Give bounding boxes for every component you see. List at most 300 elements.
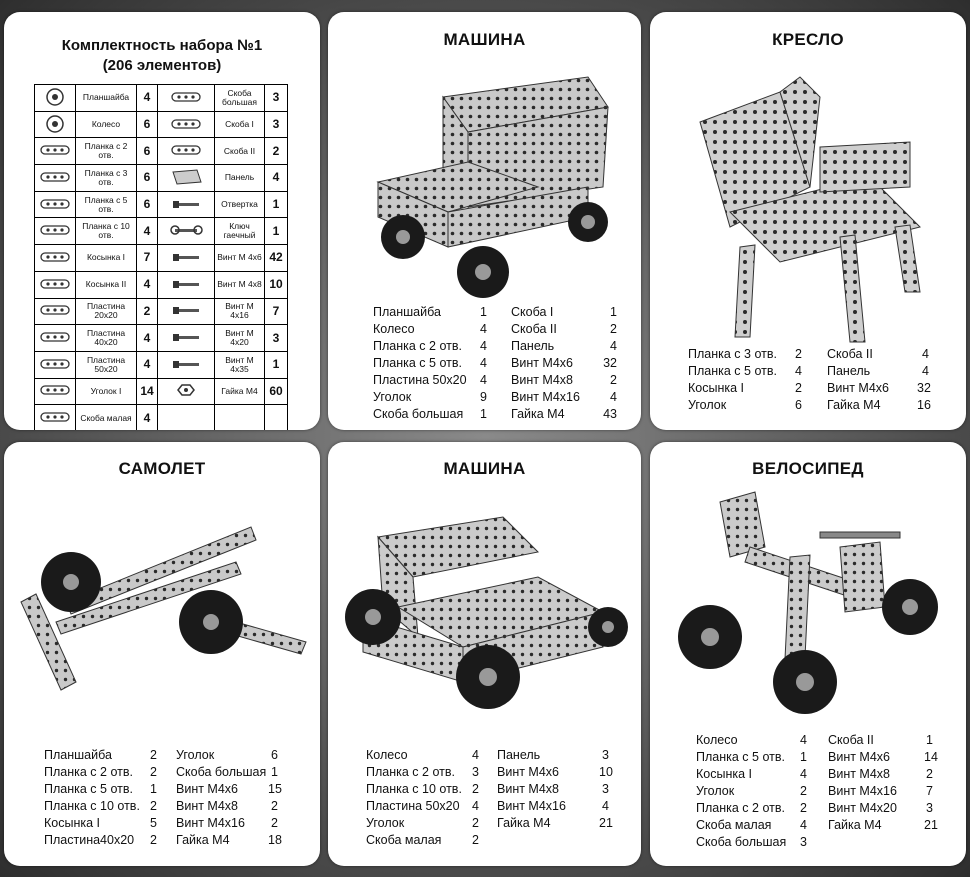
part-name: Планшайба [44,748,112,762]
part-qty: 1 [265,351,288,378]
part-row [44,764,156,781]
part-name: Уголок [366,816,405,830]
part-name: Колесо [366,748,408,762]
part-name: Панель [827,364,871,378]
part-qty: 4 [800,767,807,781]
part-name: Скоба II [215,138,265,165]
part-name: Скоба I [215,111,265,138]
part-name: Скоба большая [373,407,464,421]
part-qty: 21 [599,816,613,830]
part-name: Уголок [688,398,727,412]
part-qty: 1 [926,733,933,747]
car-model-picture [338,497,633,712]
part-name: Косынка I [688,381,745,395]
part-row [176,832,282,849]
part-name: Скоба малая [76,405,137,430]
part-name: Винт М4х8 [828,767,890,781]
part-row [44,798,156,815]
part-qty: 6 [137,138,158,165]
part-icon-cell [158,378,215,405]
part-name: Винт М4х8 [511,373,573,387]
parts-list-col2 [828,732,938,834]
part-row [366,815,478,832]
part-qty: 2 [150,799,157,813]
part-qty: 1 [271,765,278,779]
panel-icon [169,178,203,188]
part-name: Винт М 4х20 [215,325,265,352]
part-qty: 3 [926,801,933,815]
part-name: Уголок [176,748,215,762]
part-row [366,832,478,849]
part-qty: 2 [926,767,933,781]
part-row [497,747,609,764]
part-icon-cell [158,165,215,192]
inventory-title-line1: Комплектность набора №1 [61,37,263,54]
inventory-row [35,351,288,378]
part-row [373,304,487,321]
part-icon-cell [35,298,76,325]
part-row [497,815,613,832]
inventory-card [4,12,320,430]
part-icon-cell [35,378,76,405]
part-name: Ключ гаечный [215,218,265,245]
part-qty: 2 [271,816,278,830]
plate-disc-icon [38,98,72,108]
parts-list-col1 [366,747,478,849]
part-name: Панель [497,748,541,762]
part-qty: 3 [265,111,288,138]
part-qty: 1 [800,750,807,764]
part-name: Винт М4х6 [497,765,559,779]
part-row [497,798,609,815]
part-name: Скоба I [511,305,554,319]
part-qty: 2 [150,765,157,779]
large-bracket-icon [169,98,203,108]
part-qty: 2 [271,799,278,813]
part-row [688,380,802,397]
small-bracket-icon [38,418,72,428]
part-row [696,766,806,783]
part-qty: 3 [602,782,609,796]
plate-50x20-icon [38,365,72,375]
wrench-icon [169,231,203,241]
part-name: Гайка М4 [497,816,551,830]
part-row [373,355,487,372]
part-name: Уголок [696,784,735,798]
part-name: Планка с 3 отв. [76,165,137,192]
plane-model-picture [16,522,316,692]
card-title: МАШИНА [443,459,526,478]
part-qty: 15 [268,782,282,796]
part-name: Планшайба [76,85,137,112]
part-name: Винт М4х20 [828,801,897,815]
part-row [696,732,806,749]
part-row [696,834,806,851]
part-qty: 4 [265,165,288,192]
part-icon-cell [158,298,215,325]
part-icon-cell [35,245,76,272]
part-row [688,397,802,414]
part-qty: 4 [137,351,158,378]
part-qty: 3 [265,325,288,352]
part-qty: 4 [922,347,929,361]
part-qty: 10 [265,271,288,298]
part-qty: 7 [926,784,933,798]
part-icon-cell [35,191,76,218]
strip-2-hole-icon [38,151,72,161]
part-qty: 3 [602,748,609,762]
part-name: Планка с 2 отв. [366,765,455,779]
part-qty [265,405,288,430]
part-row [373,321,487,338]
part-name: Планка с 2 отв. [76,138,137,165]
screwdriver-icon [169,205,203,215]
part-row [511,321,617,338]
part-icon-cell [35,85,76,112]
part-name: Винт М4х16 [497,799,566,813]
part-qty: 60 [265,378,288,405]
inventory-row [35,325,288,352]
part-icon-cell [35,325,76,352]
part-name: Колесо [76,111,137,138]
part-icon-cell [35,165,76,192]
part-qty: 1 [265,191,288,218]
part-icon-cell [35,138,76,165]
part-name: Косынка I [44,816,101,830]
part-row [44,815,156,832]
part-name: Гайка М4 [827,398,881,412]
strip-5-hole-icon [38,205,72,215]
model-card-car-2 [328,442,641,866]
inventory-row [35,298,288,325]
part-row [696,817,806,834]
part-row [44,832,156,849]
part-row [827,380,929,397]
part-qty: 3 [472,765,479,779]
part-name: Гайка М4 [176,833,230,847]
part-qty: 6 [795,398,802,412]
part-row [44,781,156,798]
part-icon-cell [35,405,76,430]
parts-list-col1 [44,747,156,849]
part-qty: 7 [265,298,288,325]
inventory-row [35,271,288,298]
part-name: Планка с 3 отв. [688,347,777,361]
inventory-row [35,111,288,138]
part-name: Винт М4х16 [828,784,897,798]
part-name: Планка с 5 отв. [373,356,462,370]
part-qty: 6 [137,111,158,138]
part-name: Скоба большая [215,85,265,112]
part-qty: 4 [472,748,479,762]
part-icon-cell [35,271,76,298]
part-row [828,749,938,766]
part-name: Планка с 10 отв. [44,799,140,813]
part-name: Планшайба [373,305,441,319]
part-row [373,389,487,406]
gusset-1-icon [38,258,72,268]
part-row [828,783,933,800]
part-name: Гайка М4 [828,818,882,832]
part-name: Скоба II [827,347,873,361]
part-icon-cell [158,218,215,245]
screw-m4x16-icon [169,311,203,321]
screw-m4x6-icon [169,258,203,268]
inventory-row [35,245,288,272]
part-name: Винт М 4х6 [215,245,265,272]
parts-list-col1 [688,346,802,414]
bracket-2-icon [169,151,203,161]
part-row [827,363,929,380]
nut-m4-icon [169,391,203,401]
part-name: Планка с 5 отв. [44,782,133,796]
inventory-row [35,405,288,430]
part-icon-cell [35,218,76,245]
part-row [511,304,617,321]
part-icon-cell [158,325,215,352]
parts-list-col2 [511,304,617,423]
part-qty: 2 [610,322,617,336]
part-name: Гайка М4 [215,378,265,405]
part-name: Пластина 20х20 [76,298,137,325]
part-icon-cell [35,111,76,138]
part-qty: 2 [150,748,157,762]
part-name: Скоба малая [366,833,442,847]
wheel-icon [38,125,72,135]
parts-list-col1 [696,732,806,851]
part-qty: 4 [800,733,807,747]
inventory-row [35,218,288,245]
part-row [176,798,278,815]
chair-model-picture [670,67,950,347]
part-qty: 4 [800,818,807,832]
part-icon-cell [158,271,215,298]
part-qty: 4 [137,325,158,352]
card-title: МАШИНА [443,30,526,49]
part-name: Винт М4х6 [828,750,890,764]
part-name: Планка с 5 отв. [696,750,785,764]
part-name: Панель [215,165,265,192]
part-qty: 4 [602,799,609,813]
part-name: Скоба малая [696,818,772,832]
strip-10-hole-icon [38,231,72,241]
part-row [44,747,156,764]
part-icon-cell [158,138,215,165]
part-row [366,798,478,815]
inventory-row [35,85,288,112]
part-name: Скоба большая [176,765,267,779]
screw-m4x20-icon [169,338,203,348]
inventory-title-line2: (206 элементов) [102,57,222,74]
part-row [511,372,617,389]
part-name: Отвертка [215,191,265,218]
part-qty: 4 [480,322,487,336]
bicycle-model-picture [670,487,950,722]
part-qty: 2 [800,784,807,798]
part-row [366,764,478,781]
part-name: Гайка М4 [511,407,565,421]
part-row [373,372,487,389]
part-row [366,781,478,798]
parts-list-col2 [497,747,613,832]
model-card-bicycle [650,442,966,866]
part-row [497,764,613,781]
part-qty: 9 [480,390,487,404]
part-name: Винт М4х6 [511,356,573,370]
part-name: Винт М 4х16 [215,298,265,325]
part-qty: 1 [150,782,157,796]
part-qty: 18 [268,833,282,847]
part-qty: 2 [472,833,479,847]
part-icon-cell [158,351,215,378]
part-qty: 4 [472,799,479,813]
part-qty: 10 [599,765,613,779]
part-name: Винт М4х6 [827,381,889,395]
part-name: Планка с 2 отв. [373,339,462,353]
part-qty: 4 [137,218,158,245]
part-qty: 1 [265,218,288,245]
bracket-1-icon [169,125,203,135]
inventory-row [35,138,288,165]
part-row [688,363,802,380]
part-name: Пластина 40х20 [76,325,137,352]
part-qty: 2 [472,816,479,830]
part-name: Колесо [696,733,738,747]
part-qty: 6 [271,748,278,762]
angle-1-icon [38,391,72,401]
model-card-plane [4,442,320,866]
part-qty: 6 [137,165,158,192]
part-qty: 4 [610,339,617,353]
part-row [828,817,938,834]
part-icon-cell [35,351,76,378]
part-name: Колесо [373,322,415,336]
part-row [511,389,617,406]
part-row [373,406,487,423]
part-name: Планка с 10 отв. [76,218,137,245]
part-row [827,346,929,363]
part-name: Косынка II [76,271,137,298]
part-row [828,732,933,749]
screw-m4x35-icon [169,365,203,375]
model-card-chair [650,12,966,430]
part-qty: 14 [137,378,158,405]
part-name: Панель [511,339,555,353]
part-qty: 21 [924,818,938,832]
part-name: Планка с 5 отв. [76,191,137,218]
part-name: Косынка I [696,767,753,781]
part-qty: 3 [800,835,807,849]
inventory-table [34,84,288,430]
part-row [511,355,617,372]
part-name: Пластина40х20 [44,833,135,847]
part-qty: 32 [603,356,617,370]
part-name: Винт М4х8 [497,782,559,796]
part-name: Винт М4х16 [511,390,580,404]
parts-list-col1 [373,304,487,423]
screw-m4x8-icon [169,285,203,295]
part-qty: 4 [480,373,487,387]
part-qty: 1 [480,305,487,319]
part-row [366,747,478,764]
part-row [511,406,617,423]
part-row [497,781,609,798]
part-name: Планка с 5 отв. [688,364,777,378]
part-row [696,783,806,800]
part-row [176,815,278,832]
part-qty: 4 [480,356,487,370]
part-qty: 4 [480,339,487,353]
card-title: КРЕСЛО [772,30,844,49]
part-name: Пластина 50х20 [366,799,460,813]
strip-3-hole-icon [38,178,72,188]
part-qty: 42 [265,245,288,272]
part-name: Пластина 50х20 [76,351,137,378]
parts-list-col2 [827,346,929,414]
part-row [828,766,933,783]
part-qty: 3 [265,85,288,112]
part-row [696,749,806,766]
part-qty: 4 [922,364,929,378]
part-name: Винт М4х6 [176,782,238,796]
part-name: Косынка I [76,245,137,272]
part-icon-cell [158,85,215,112]
part-qty: 2 [795,347,802,361]
part-qty: 2 [795,381,802,395]
part-name: Винт М 4х35 [215,351,265,378]
part-row [373,338,487,355]
gusset-2-icon [38,285,72,295]
part-name: Уголок I [76,378,137,405]
part-qty: 32 [917,381,931,395]
part-name: Планка с 2 отв. [44,765,133,779]
part-row [828,800,933,817]
part-name: Уголок [373,390,412,404]
plate-40x20-icon [38,338,72,348]
part-icon-cell [158,245,215,272]
part-qty: 5 [150,816,157,830]
part-qty: 2 [610,373,617,387]
part-row [827,397,929,414]
part-qty: 2 [800,801,807,815]
part-qty: 4 [137,271,158,298]
part-name: Винт М4х8 [176,799,238,813]
model-card-car-1 [328,12,641,430]
part-qty: 4 [137,85,158,112]
part-icon-cell [158,111,215,138]
part-row [511,338,617,355]
part-name: Винт М 4х8 [215,271,265,298]
part-qty: 6 [137,191,158,218]
part-name: Винт М4х16 [176,816,245,830]
part-icon-cell [158,405,215,430]
part-row [176,764,278,781]
car-model-picture [358,67,618,302]
plate-20x20-icon [38,311,72,321]
inventory-row [35,165,288,192]
part-qty: 2 [472,782,479,796]
part-name [215,405,265,430]
part-icon-cell [158,191,215,218]
card-title: ВЕЛОСИПЕД [752,459,864,478]
part-qty: 4 [610,390,617,404]
part-name: Планка с 2 отв. [696,801,785,815]
part-qty: 4 [795,364,802,378]
inventory-title [4,36,320,76]
part-qty: 2 [150,833,157,847]
part-row [176,781,282,798]
part-row [696,800,806,817]
